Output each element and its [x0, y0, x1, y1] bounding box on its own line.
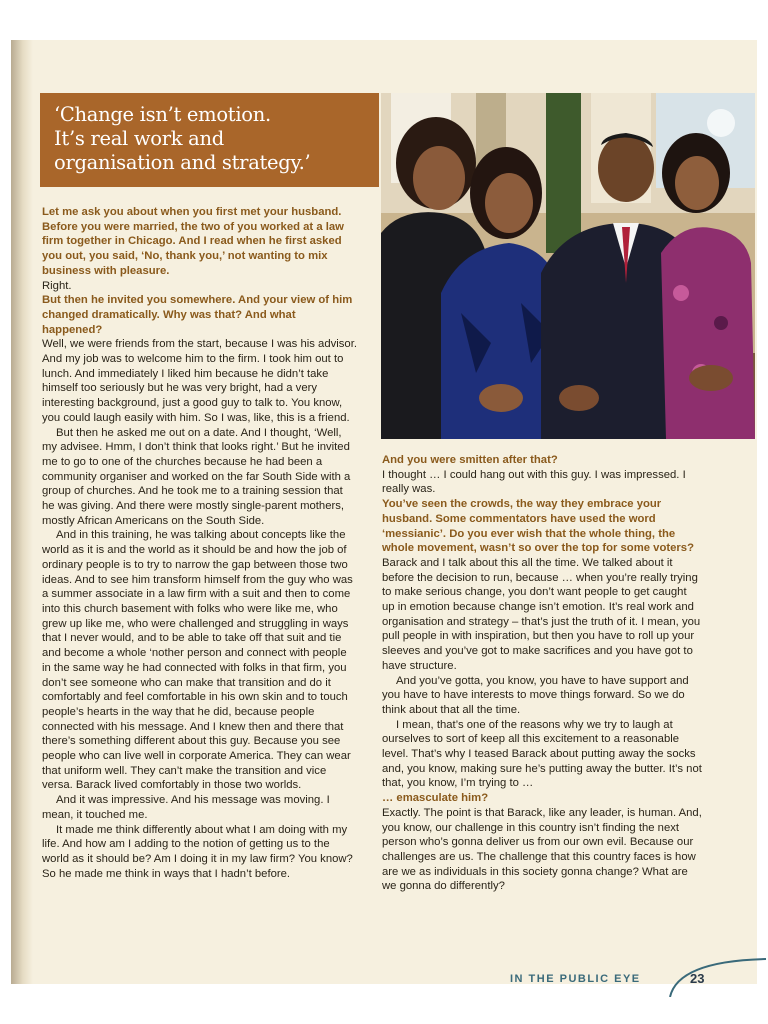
interview-question: And you were smitten after that? [382, 454, 558, 466]
interview-answer: But then he asked me out on a date. And I thought, ‘Well, my advisee. Hmm, I don’t think that looks right.’ But he invited me to go to one of the churches because he had been a community organiser and worked on the far South Side with a group of churches. And he took me to a training session that he was giving. And there were mostly single-parent mothers, mostly African Americans on the South Side. [42, 426, 351, 527]
interview-answer: Well, we were friends from the start, because I was his advisor. And my job was to welcome him to the firm. I took him out to lunch. And immediately I liked him because he didn’t take himself too seriously but he was very bright, had a very interesting background, just a good guy to talk to. You know, you could laugh easily with him. So I was, like, this is a friend. [42, 338, 357, 424]
interview-answer: And you’ve gotta, you know, you have to have support and you have to have interests to move things forward. So we do think about that all the time. [382, 674, 689, 716]
family-photo-illustration [381, 93, 755, 439]
family-photo [381, 93, 755, 439]
interview-answer: Exactly. The point is that Barack, like any leader, is human. And, you know, our challenge in this country isn’t finding the next person who’s gonna deliver us from our own evil. Because our challenges are us. The challenge that this country faces is how are we as individuals in this society gonna change? What are we gonna do differently? [382, 806, 702, 893]
interview-answer: Barack and I talk about this all the time. We talked about it before the decision to run, because … when you’re really trying to make serious change, you don’t want people to get caught up in emotion because change isn’t emotion. It’s real work and organisation and strategy – that’s just the truth of it. I mean, you pull people in with inspiration, but then you have to roll up your sleeves and you’ve got to make sacrifices and you have got to have structure. [382, 556, 701, 672]
interview-question: Let me ask you about when you first met your husband. Before you were married, the two of you worked at a law firm together in Chicago. And I read when he first asked you out, you said, ‘No, thank you,’ not wanting to mix business with pleasure. [42, 206, 344, 277]
interview-answer: I thought … I could hang out with this guy. I was impressed. I really was. [382, 468, 686, 496]
pull-quote-line-3: organisation and strategy.’ [54, 151, 311, 174]
interview-question: But then he invited you somewhere. And your view of him changed dramatically. Why was that? And what happened? [42, 294, 353, 336]
page-number: 23 [690, 971, 705, 986]
footer-section-title: IN THE PUBLIC EYE [510, 973, 641, 985]
page-corner-arc [668, 957, 768, 997]
interview-answer: And in this training, he was talking about concepts like the world as it is and the world as it should be and how the job of ordinary people is to try to narrow the gap between those two ideas. And to see him transform himself from the guy who was a summer associate in a law firm with a suit and then to come into this church basement with folks who were like me, who grew up like me, who were challenged and struggling in ways that I never would, and to be able to take off that suit and tie and become a whole ‘nother person and connect with people in the same way he had connected with folks in that firm, you don’t see someone who can make that transition and do it comfortably and feel comfortable in his own skin and to touch people’s hearts in the way that he did, because people connected with his message. And I knew then and there that there’s something different about this guy. Because you see people who can live well in corporate America. They can wear that uniform well. They can’t make the transition and vice versa. Barack lived comfortably in those two worlds. [42, 529, 353, 792]
article-column-right [382, 453, 702, 894]
pull-quote-box [40, 93, 379, 187]
pull-quote-line-1: ‘Change isn’t emotion. [54, 103, 271, 126]
interview-answer: And it was impressive. And his message was moving. I mean, it touched me. [42, 794, 330, 821]
interview-answer: It made me think differently about what I am doing with my life. And how am I adding to the notion of getting us to the world as it should be? Am I doing it in my law firm? You know? So he made me think in ways that I hadn’t before. [42, 823, 353, 880]
interview-answer: I mean, that’s one of the reasons why we try to laugh at ourselves to sort of keep all this excitement to a reasonable level. That’s why I teased Barack about putting away the socks and, you know, making sure he’s putting away the butter. It’s not that, you know, I’m trying to … [382, 718, 702, 790]
interview-answer: Right. [42, 279, 72, 292]
interview-question: … emasculate him? [382, 792, 489, 805]
interview-question: You’ve seen the crowds, the way they embrace your husband. Some commentators have used the word ‘messianic’. Do you ever wish that the whole thing, the whole movement, wasn’t so over the top for some voters? [382, 498, 694, 555]
page-spine-shadow [11, 40, 33, 984]
pull-quote-line-2: It’s real work and [54, 127, 224, 150]
article-column-left [42, 205, 357, 881]
